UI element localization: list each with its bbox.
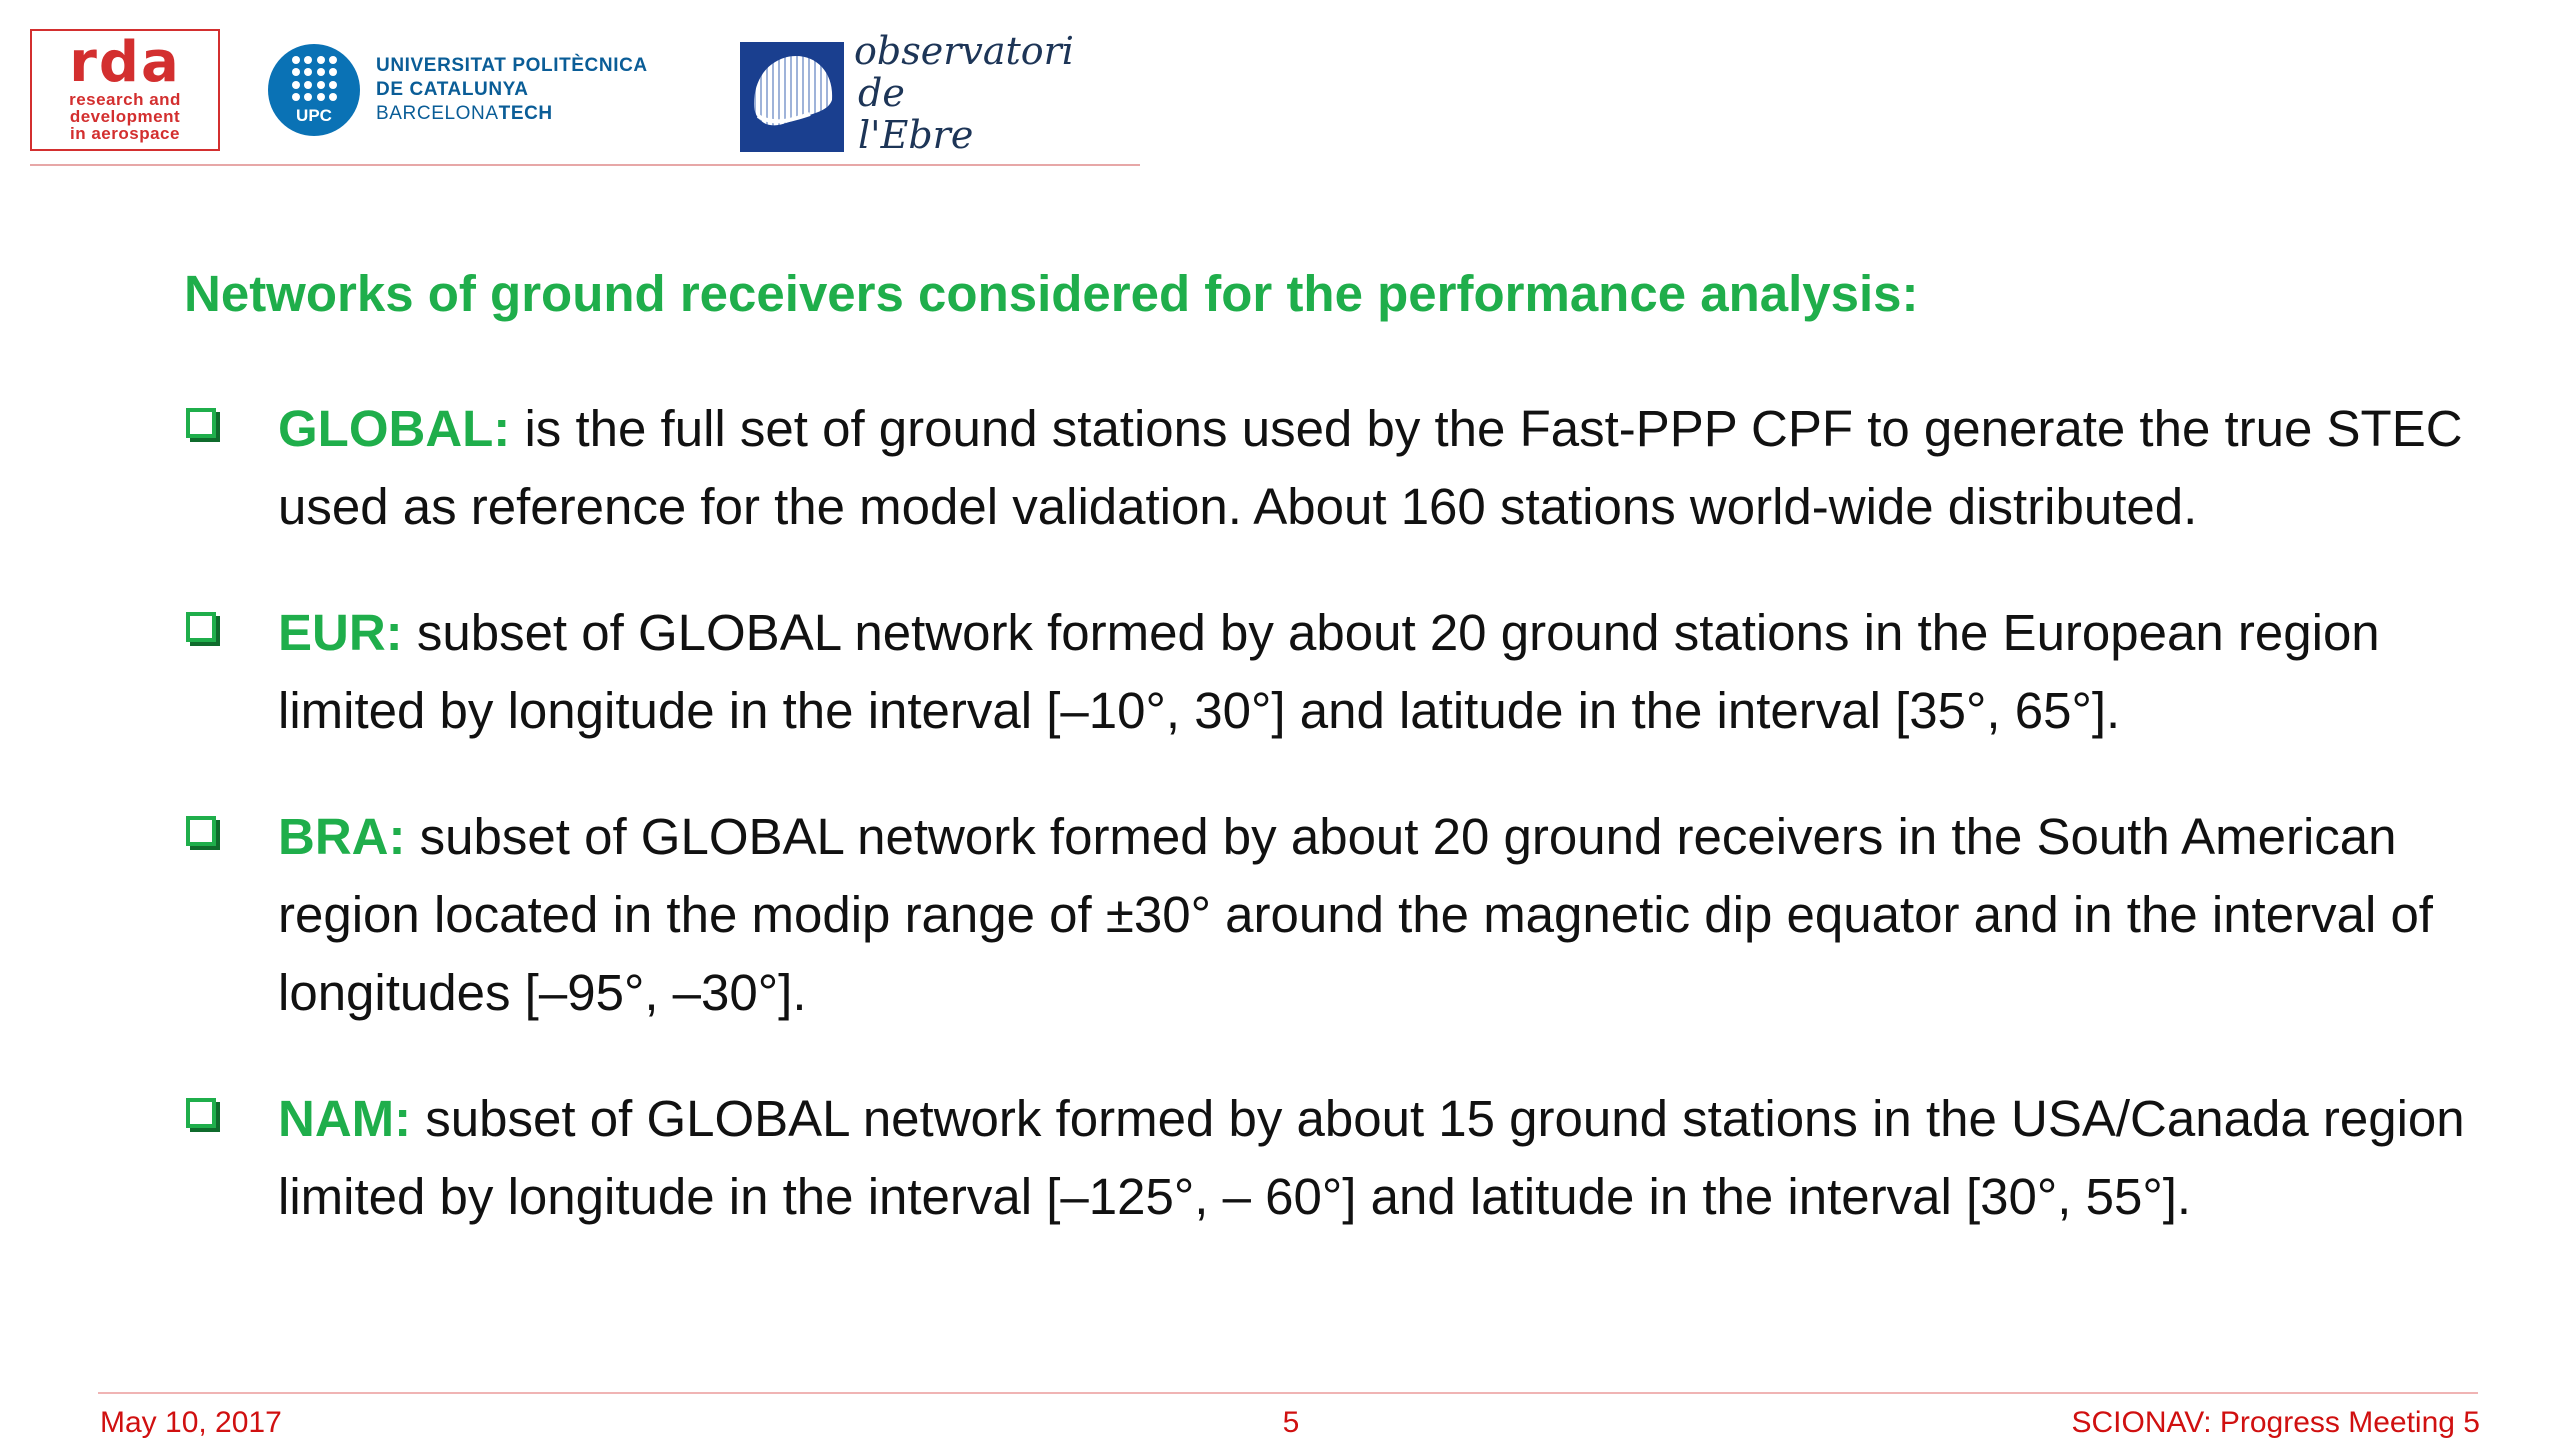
- rda-logo: [30, 29, 220, 151]
- footer-title: SCIONAV: Progress Meeting 5: [2071, 1406, 2480, 1439]
- network-list: [184, 390, 2524, 1284]
- upc-logo: [268, 40, 708, 140]
- footer-date: May 10, 2017: [100, 1406, 282, 1439]
- observatori-ebre-logo: [740, 29, 1100, 157]
- header-divider: [30, 164, 1140, 166]
- list-item-key: NAM:: [278, 1090, 412, 1147]
- list-item-key: EUR:: [278, 604, 403, 661]
- upc-acronym: UPC: [296, 106, 332, 125]
- slide-heading: Networks of ground receivers considered for the performance analysis:: [184, 265, 1919, 322]
- list-item-description: subset of GLOBAL network formed by about 15 ground stations in the USA/Canada region limited by longitude in the interval [–125°, – 60°] and latitude in the interval [30°, 55°].: [278, 1090, 2465, 1225]
- observatory-dome-icon: [740, 42, 844, 152]
- list-item-key: GLOBAL:: [278, 400, 511, 457]
- rda-logo-line-3: in aerospace: [70, 124, 180, 143]
- list-item-key: BRA:: [278, 808, 406, 865]
- list-item-description: is the full set of ground stations used by the Fast-PPP CPF to generate the true STEC used as reference for the model validation. About 160 stations world-wide distributed.: [278, 400, 2463, 535]
- upc-line-3: [376, 102, 648, 126]
- list-item-text: [278, 1080, 2524, 1236]
- list-item-global: [184, 390, 2524, 546]
- checkbox-bullet-icon: [186, 612, 216, 642]
- obs-script-line-1: observatori: [854, 29, 1074, 73]
- list-item-text: [278, 798, 2524, 1032]
- upc-line-3-prefix: BARCELONA: [376, 103, 499, 124]
- checkbox-bullet-icon: [186, 1098, 216, 1128]
- obs-script-line-3: l'Ebre: [858, 113, 974, 157]
- upc-line-2: DE CATALUNYA: [376, 79, 529, 100]
- upc-line-1: UNIVERSITAT POLITÈCNICA: [376, 55, 648, 76]
- list-item-text: [278, 594, 2524, 750]
- slide-header: [0, 0, 1140, 166]
- list-item-text: [278, 390, 2524, 546]
- checkbox-bullet-icon: [186, 816, 216, 846]
- page-number: 5: [1282, 1406, 1300, 1439]
- obs-script-line-2: de: [858, 71, 905, 115]
- observatori-script: [854, 30, 1074, 156]
- checkbox-bullet-icon: [186, 408, 216, 438]
- upc-wordmark: [376, 54, 648, 126]
- upc-emblem-icon: [268, 44, 360, 136]
- upc-line-3-suffix: TECH: [498, 103, 553, 124]
- rda-logo-line-1: research and: [69, 90, 181, 109]
- list-item-bra: [184, 798, 2524, 1032]
- list-item-nam: [184, 1080, 2524, 1236]
- list-item-eur: [184, 594, 2524, 750]
- rda-logo-line-2: development: [69, 107, 181, 126]
- rda-logo-mark: rda: [69, 30, 181, 95]
- list-item-description: subset of GLOBAL network formed by about 20 ground stations in the European region limited by longitude in the interval [–10°, 30°] and latitude in the interval [35°, 65°].: [278, 604, 2380, 739]
- footer-divider: [98, 1392, 2478, 1394]
- list-item-description: subset of GLOBAL network formed by about 20 ground receivers in the South American region located in the modip range of ±30° around the magnetic dip equator and in the interval of longitudes [–95°, –30°].: [278, 808, 2433, 1021]
